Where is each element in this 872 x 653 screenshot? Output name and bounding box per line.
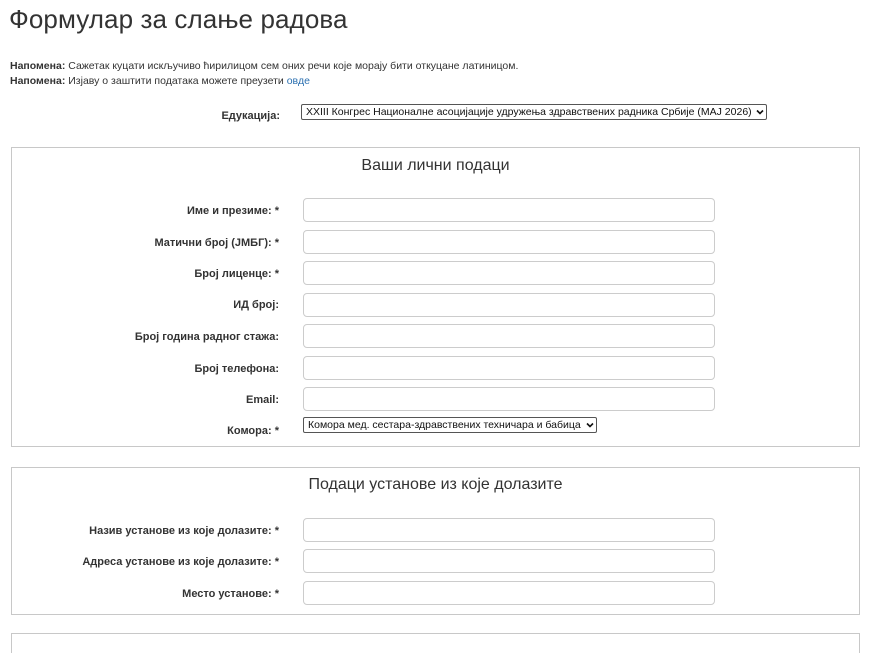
note-label: Напомена: xyxy=(10,75,66,87)
chevron-down-icon xyxy=(755,107,765,117)
next-panel xyxy=(11,633,860,653)
panel-title: Подаци установе из које долазите xyxy=(308,476,563,493)
chamber-selected-value: Комора мед. сестара-здравствених техничара и бабица xyxy=(308,419,581,431)
license-number-input[interactable] xyxy=(303,261,715,285)
institution-address-input[interactable] xyxy=(303,549,715,573)
institution-name-label: Назив установе из које долазите: * xyxy=(89,525,279,537)
institution-name-input[interactable] xyxy=(303,518,715,542)
education-label: Едукација: xyxy=(221,110,280,122)
chamber-label: Комора: * xyxy=(227,425,279,437)
personal-data-panel xyxy=(11,147,860,447)
institution-panel xyxy=(11,467,860,615)
work-years-label: Број година радног стажа: xyxy=(134,331,279,343)
jmbg-input[interactable] xyxy=(303,230,715,254)
note-text: Изјаву о заштити података можете преузети xyxy=(65,75,287,87)
education-selected-value: XXIII Конгрес Националне асоцијације удружења здравствених радника Србије (МАЈ 2026) xyxy=(306,106,752,118)
note-cyrillic xyxy=(10,60,518,72)
note-data-protection xyxy=(10,75,310,87)
phone-input[interactable] xyxy=(303,356,715,380)
id-number-label: ИД број: xyxy=(233,299,279,311)
full-name-label: Име и презиме: * xyxy=(186,205,279,217)
institution-city-label: Место установе: * xyxy=(182,588,279,600)
education-select[interactable] xyxy=(301,104,767,120)
phone-label: Број телефона: xyxy=(194,363,279,375)
download-link[interactable]: овде xyxy=(286,75,310,87)
note-label: Напомена: xyxy=(10,60,66,72)
page-title: Формулар за слање радова xyxy=(9,4,348,34)
panel-title: Ваши лични подаци xyxy=(361,157,510,174)
chevron-down-icon xyxy=(585,420,595,430)
id-number-input[interactable] xyxy=(303,293,715,317)
full-name-input[interactable] xyxy=(303,198,715,222)
institution-city-input[interactable] xyxy=(303,581,715,605)
note-text: Сажетак куцати искључиво ћирилицом сем оних речи које морају бити откуцане латиницом. xyxy=(65,60,519,72)
email-label: Email: xyxy=(245,394,279,406)
email-input[interactable] xyxy=(303,387,715,411)
jmbg-label: Матични број (ЈМБГ): * xyxy=(154,237,279,249)
institution-address-label: Адреса установе из које долазите: * xyxy=(82,556,279,568)
chamber-select[interactable] xyxy=(303,417,597,433)
work-years-input[interactable] xyxy=(303,324,715,348)
license-number-label: Број лиценце: * xyxy=(194,268,279,280)
